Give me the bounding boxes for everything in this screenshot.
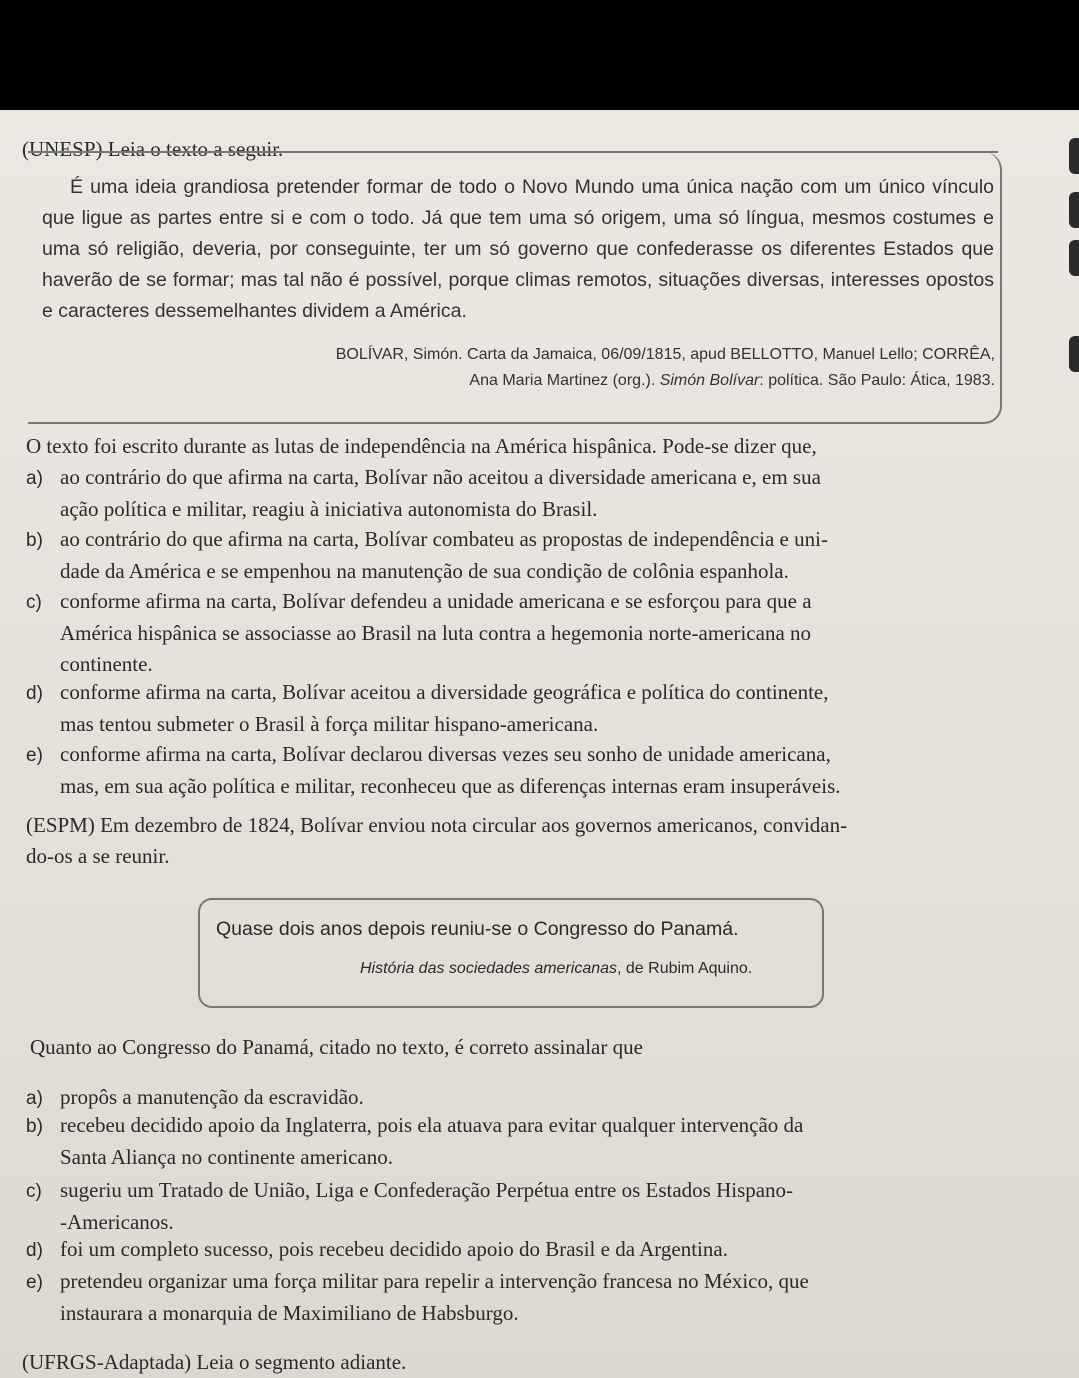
q1-option-c[interactable] bbox=[26, 586, 1036, 680]
option-text: ação política e militar, reagiu à iniciativa autonomista do Brasil. bbox=[60, 497, 598, 521]
q1-option-a[interactable] bbox=[26, 462, 1036, 525]
option-text: mas, em sua ação política e militar, reconheceu que as diferenças internas eram insuperáveis. bbox=[60, 774, 841, 798]
option-text: propôs a manutenção da escravidão. bbox=[60, 1085, 364, 1109]
q1-source-line2 bbox=[295, 372, 995, 390]
option-text: instaurara a monarquia de Maximiliano de Habsburgo. bbox=[60, 1301, 519, 1325]
option-letter: b) bbox=[26, 530, 43, 551]
option-text: conforme afirma na carta, Bolívar aceitou a diversidade geográfica e política do continente, bbox=[60, 680, 829, 704]
q1-source-line1: BOLÍVAR, Simón. Carta da Jamaica, 06/09/1815, apud BELLOTTO, Manuel Lello; CORRÊA, bbox=[335, 346, 995, 363]
q2-source-author: , de Rubim Aquino. bbox=[617, 960, 753, 977]
edge-mark bbox=[1069, 336, 1079, 372]
option-text: foi um completo sucesso, pois recebeu decidido apoio do Brasil e da Argentina. bbox=[60, 1237, 728, 1261]
option-letter: e) bbox=[26, 1272, 43, 1293]
q1-option-b[interactable] bbox=[26, 524, 1036, 587]
q2-header-line1: (ESPM) Em dezembro de 1824, Bolívar enviou nota circular aos governos americanos, convidan- bbox=[26, 813, 848, 837]
edge-mark bbox=[1069, 138, 1079, 174]
option-text: América hispânica se associasse ao Brasil na luta contra a hegemonia norte-americana no bbox=[60, 621, 812, 645]
option-text: -Americanos. bbox=[60, 1210, 174, 1234]
option-text: conforme afirma na carta, Bolívar defendeu a unidade americana e se esforçou para que a bbox=[60, 589, 812, 613]
option-text: continente. bbox=[60, 652, 153, 676]
option-letter: c) bbox=[26, 1181, 42, 1202]
black-top-bar bbox=[0, 0, 1079, 110]
q2-header bbox=[26, 810, 1046, 872]
q2-option-e[interactable] bbox=[26, 1266, 1071, 1329]
option-letter: d) bbox=[26, 1240, 43, 1261]
option-text: Santa Aliança no continente americano. bbox=[60, 1145, 393, 1169]
q2-option-c[interactable] bbox=[26, 1175, 1066, 1238]
q3-header: (UFRGS-Adaptada) Leia o segmento adiante. bbox=[22, 1350, 407, 1374]
option-text: mas tentou submeter o Brasil à força militar hispano-americana. bbox=[60, 712, 599, 736]
option-letter: a) bbox=[26, 468, 43, 489]
option-letter: b) bbox=[26, 1116, 43, 1137]
q1-quote: É uma ideia grandiosa pretender formar de todo o Novo Mundo uma única nação com um único vínculo que ligue as partes entre si e com o todo. Já que tem uma só origem, uma só língua, mesmos costumes e uma só religião, deveria, por conseguinte, ter um só governo que confederasse os diferentes Estados que haverão de se formar; mas tal não é possível, porque climas remotos, situações diversas, interesses opostos e caracteres dessemelhantes dividem a América. bbox=[42, 176, 994, 322]
option-text: sugeriu um Tratado de União, Liga e Confederação Perpétua entre os Estados Hispano- bbox=[60, 1178, 794, 1202]
q1-source-publisher: : política. São Paulo: Ática, 1983. bbox=[759, 372, 995, 389]
q1-prompt: O texto foi escrito durante as lutas de independência na América hispânica. Pode-se dizer que, bbox=[26, 434, 817, 458]
q1-source-editors: Ana Maria Martinez (org.). bbox=[469, 372, 660, 389]
q1-source-title: Simón Bolívar bbox=[659, 372, 760, 389]
q2-quote-frame bbox=[198, 898, 824, 1008]
option-letter: d) bbox=[26, 683, 43, 704]
q2-quote: Quase dois anos depois reuniu-se o Congresso do Panamá. bbox=[216, 918, 739, 940]
q1-header: (UNESP) Leia o texto a seguir. bbox=[22, 137, 284, 161]
option-text: ao contrário do que afirma na carta, Bolívar combateu as propostas de independência e uni- bbox=[60, 527, 828, 551]
q2-header-line2: do-os a se reunir. bbox=[26, 844, 170, 868]
q2-source-title: História das sociedades americanas bbox=[360, 960, 618, 977]
q2-option-d[interactable] bbox=[26, 1234, 1036, 1266]
edge-mark bbox=[1069, 240, 1079, 276]
option-letter: c) bbox=[26, 592, 42, 613]
q1-option-d[interactable] bbox=[26, 677, 1036, 740]
option-text: ao contrário do que afirma na carta, Bolívar não aceitou a diversidade americana e, em sua bbox=[60, 465, 821, 489]
q2-source bbox=[360, 960, 752, 978]
option-text: pretendeu organizar uma força militar para repelir a intervenção francesa no México, que bbox=[60, 1269, 809, 1293]
q1-option-e[interactable] bbox=[26, 739, 1036, 802]
q2-prompt: Quanto ao Congresso do Panamá, citado no texto, é correto assinalar que bbox=[30, 1035, 643, 1059]
option-text: recebeu decidido apoio da Inglaterra, pois ela atuava para evitar qualquer intervenção da bbox=[60, 1113, 804, 1137]
edge-mark bbox=[1069, 192, 1079, 228]
q2-option-b[interactable] bbox=[26, 1110, 1066, 1173]
option-text: conforme afirma na carta, Bolívar declarou diversas vezes seu sonho de unidade americana, bbox=[60, 742, 831, 766]
option-letter: e) bbox=[26, 745, 43, 766]
option-text: dade da América e se empenhou na manutenção de sua condição de colônia espanhola. bbox=[60, 559, 789, 583]
option-letter: a) bbox=[26, 1088, 43, 1109]
